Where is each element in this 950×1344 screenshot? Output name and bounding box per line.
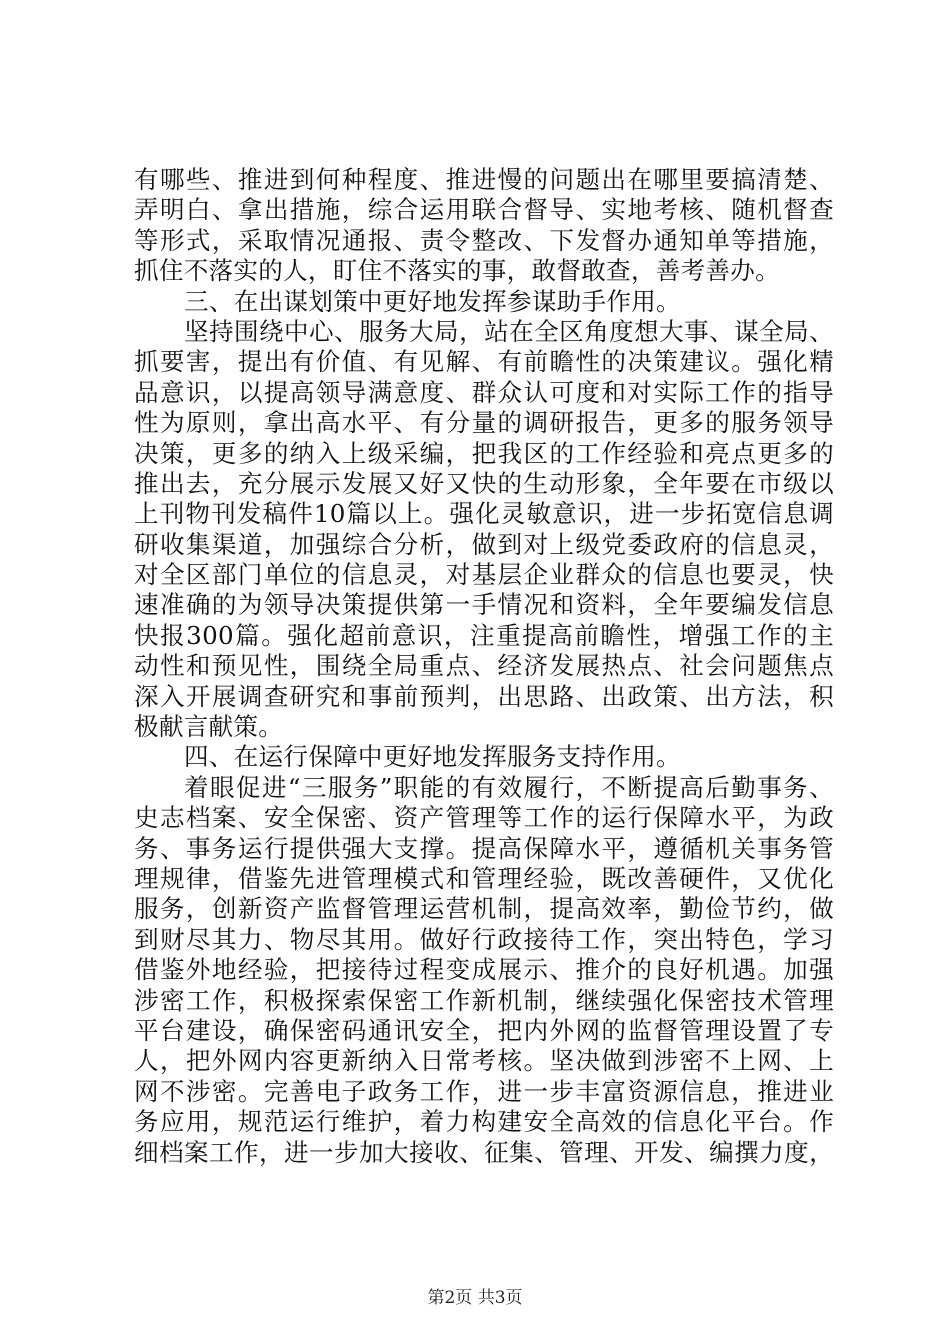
text-line: 平台建设，确保密码通讯安全，把内外网的监督管理设置了专 [134,1015,834,1045]
text-line: 借鉴外地经验，把接待过程变成展示、推介的良好机遇。加强 [134,955,834,985]
text-line: 动性和预见性，围绕全局重点、经济发展热点、社会问题焦点 [134,651,834,681]
text-line: 抓要害，提出有价值、有见解、有前瞻性的决策建议。强化精 [134,347,834,377]
text-line: 四、在运行保障中更好地发挥服务支持作用。 [184,742,681,772]
text-line: 抓住不落实的人，盯住不落实的事，敢督敢查，善考善办。 [134,256,780,286]
text-line: 对全区部门单位的信息灵，对基层企业群众的信息也要灵，快 [134,560,834,590]
text-line: 服务，创新资产监督管理运营机制，提高效率，勤俭节约，做 [134,894,834,924]
text-line: 到财尽其力、物尽其用。做好行政接待工作，突出特色，学习 [134,924,834,954]
text-line: 坚持围绕中心、服务大局，站在全区角度想大事、谋全局、 [184,316,834,346]
text-line: 弄明白、拿出措施，综合运用联合督导、实地考核、随机督查 [134,195,834,225]
text-line: 细档案工作，进一步加大接收、征集、管理、开发、编撰力度， [134,1137,834,1167]
text-line: 品意识，以提高领导满意度、群众认可度和对实际工作的指导 [134,377,834,407]
page-number-footer: 第2页 共3页 [427,1288,523,1308]
text-line: 务应用，规范运行维护，着力构建安全高效的信息化平台。作 [134,1107,834,1137]
text-line: 史志档案、安全保密、资产管理等工作的运行保障水平，为政 [134,803,834,833]
text-line: 理规律，借鉴先进管理模式和管理经验，既改善硬件，又优化 [134,863,834,893]
text-line: 推出去，充分展示发展又好又快的生动形象，全年要在市级以 [134,468,834,498]
text-line: 决策，更多的纳入上级采编，把我区的工作经验和亮点更多的 [134,438,834,468]
text-line: 网不涉密。完善电子政务工作，进一步丰富资源信息，推进业 [134,1076,834,1106]
text-line: 有哪些、推进到何种程度、推进慢的问题出在哪里要搞清楚、 [134,165,834,194]
text-line: 快报300篇。强化超前意识，注重提高前瞻性，增强工作的主 [134,620,834,650]
text-line: 速准确的为领导决策提供第一手情况和资料，全年要编发信息 [134,590,834,620]
text-line: 研收集渠道，加强综合分析，做到对上级党委政府的信息灵， [134,529,834,559]
text-line: 深入开展调查研究和事前预判，出思路、出政策、出方法，积 [134,681,834,711]
text-line: 务、事务运行提供强大支撑。提高保障水平，遵循机关事务管 [134,833,834,863]
text-line: 涉密工作，积极探索保密工作新机制，继续强化保密技术管理 [134,985,834,1015]
text-line: 等形式，采取情况通报、责令整改、下发督办通知单等措施， [134,225,834,255]
text-line: 人，把外网内容更新纳入日常考核。坚决做到涉密不上网、上 [134,1046,834,1076]
text-line: 极献言献策。 [134,712,284,742]
text-line: 三、在出谋划策中更好地发挥参谋助手作用。 [184,286,681,316]
text-line: 上刊物刊发稿件10篇以上。强化灵敏意识，进一步拓宽信息调 [134,499,834,529]
text-line: 性为原则，拿出高水平、有分量的调研报告，更多的服务领导 [134,408,834,438]
text-line: 着眼促进“三服务”职能的有效履行，不断提高后勤事务、 [184,772,834,802]
document-body [134,165,834,1168]
